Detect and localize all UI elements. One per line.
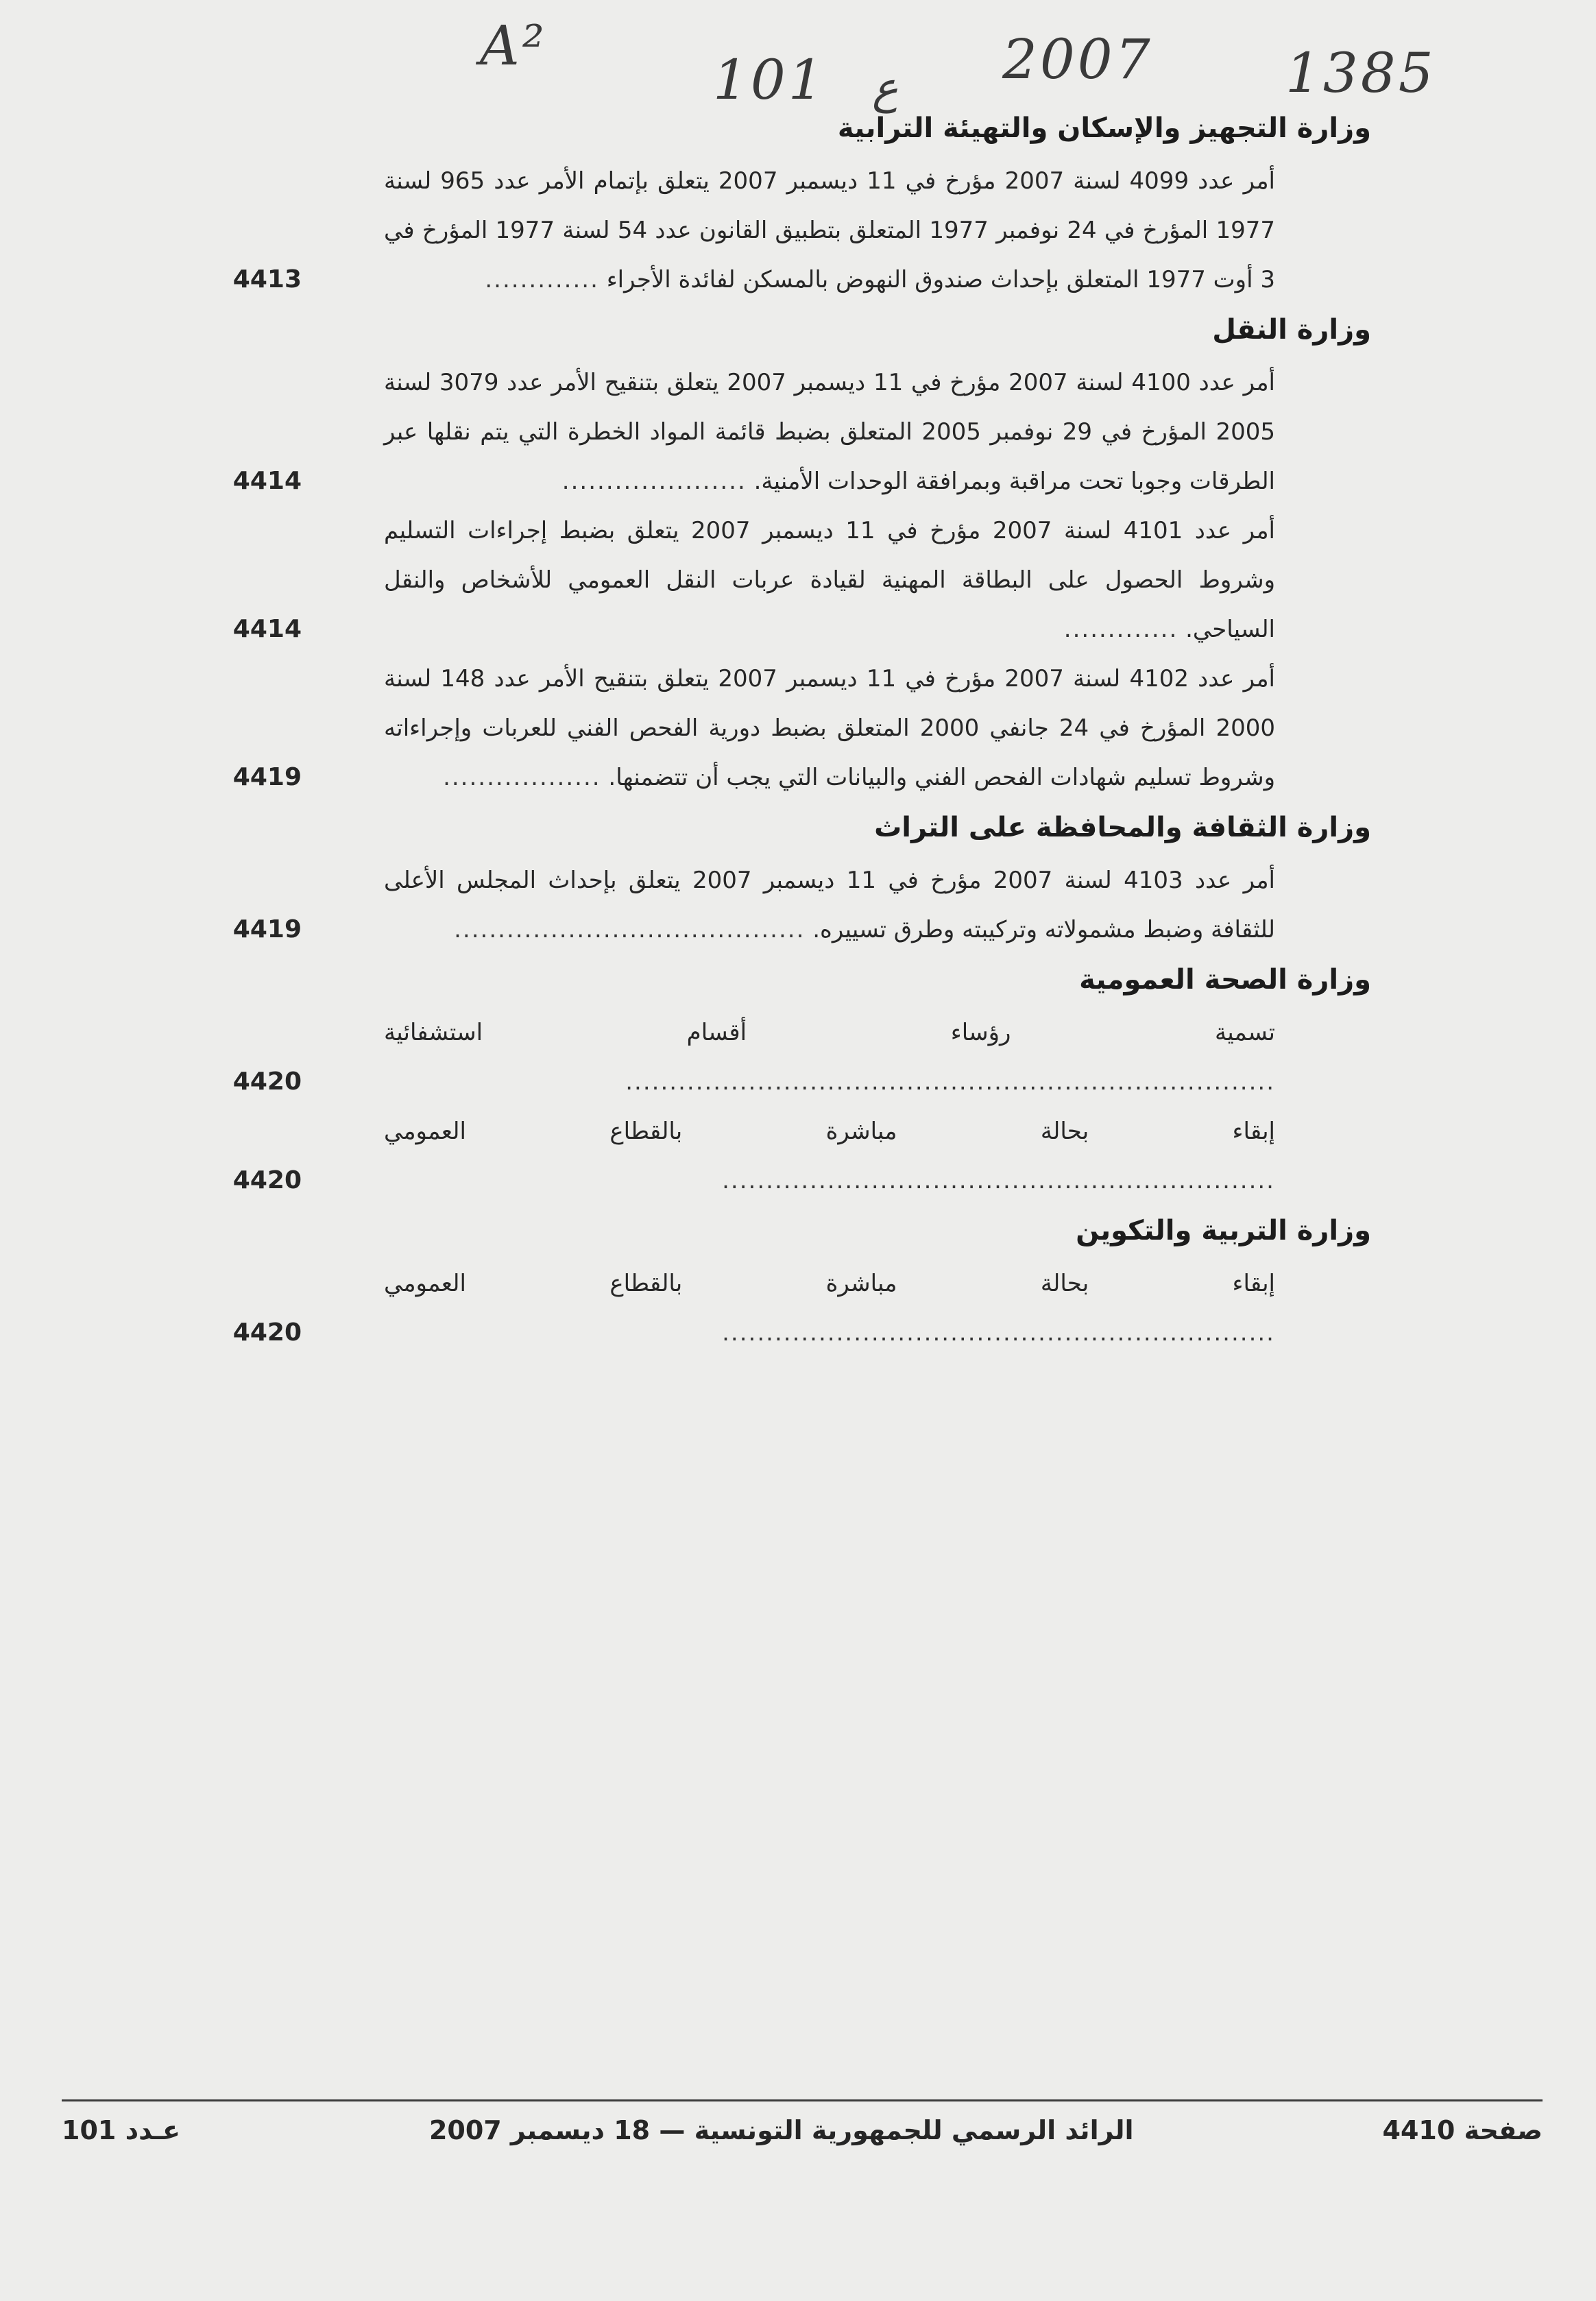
dot-leader: ............................................................... <box>722 1167 1275 1194</box>
handwritten-annotation: 101 <box>713 48 826 112</box>
toc-entry[interactable] <box>206 1107 1371 1205</box>
dot-leader: ............................................................... <box>722 1319 1275 1347</box>
entry-text: أمر عدد 4103 لسنة 2007 مؤرخ في 11 ديسمبر 2007 يتعلق بإحداث المجلس الأعلى للثقافة وضبط مشمولاته وتركيبته وطرق تسييره. <box>384 867 1276 943</box>
toc-entry[interactable] <box>206 654 1371 802</box>
ministry-section <box>206 314 1371 802</box>
entry-text: أمر عدد 4101 لسنة 2007 مؤرخ في 11 ديسمبر 2007 يتعلق بضبط إجراءات التسليم وشروط الحصول على البطاقة المهنية لقيادة عربات النقل العمومي للأشخاص والنقل السياحي. <box>384 517 1275 643</box>
ministry-heading: وزارة النقل <box>1212 314 1371 346</box>
page-number: 4414 <box>232 615 302 643</box>
toc-entry[interactable] <box>206 358 1371 506</box>
entry-text: إبقاء بحالة مباشرة بالقطاع العمومي <box>384 1118 1275 1145</box>
page-number: 4414 <box>232 467 302 495</box>
dot-leader: ..................... <box>561 468 747 495</box>
page-number: 4419 <box>232 915 302 943</box>
page-number: 4419 <box>232 763 302 791</box>
handwritten-annotation: 1385 <box>1285 41 1436 105</box>
ministry-heading: وزارة الصحة العمومية <box>1079 964 1371 996</box>
footer-page-label: صفحة 4410 <box>1382 2115 1543 2145</box>
toc-entry[interactable] <box>206 1259 1371 1358</box>
page-footer <box>62 2099 1543 2145</box>
handwritten-annotation: A² <box>480 14 547 77</box>
ministry-section <box>206 964 1371 1205</box>
dot-leader: ........................................ <box>454 916 806 943</box>
toc-entry[interactable] <box>206 1008 1371 1107</box>
footer-issue-number: عـدد 101 <box>62 2115 180 2145</box>
toc-entry[interactable] <box>206 506 1371 654</box>
entry-text: تسمية رؤساء أقسام استشفائية <box>384 1019 1275 1046</box>
handwritten-annotation: ع <box>872 63 899 114</box>
ministry-section <box>206 112 1371 304</box>
ministry-heading: وزارة الثقافة والمحافظة على التراث <box>874 812 1371 843</box>
entry-text: أمر عدد 4099 لسنة 2007 مؤرخ في 11 ديسمبر 2007 يتعلق بإتمام الأمر عدد 965 لسنة 1977 المؤرخ في 24 نوفمبر 1977 المتعلق بتطبيق القانون عدد 54 لسنة 1977 المؤرخ في 3 أوت 1977 المتعلق بإحداث صندوق النهوض بالمسكن لفائدة الأجراء <box>384 167 1275 293</box>
ministry-heading: وزارة التجهيز والإسكان والتهيئة الترابية <box>837 112 1371 144</box>
toc-entry[interactable] <box>206 156 1371 304</box>
page-number: 4413 <box>232 265 302 293</box>
page-number: 4420 <box>232 1068 302 1096</box>
entry-text: أمر عدد 4102 لسنة 2007 مؤرخ في 11 ديسمبر 2007 يتعلق بتنقيح الأمر عدد 148 لسنة 2000 المؤرخ في 24 جانفي 2000 المتعلق بضبط دورية الفحص الفني للعربات وإجراءاته وشروط تسليم شهادات الفحص الفني والبيانات التي يجب أن تتضمنها. <box>384 665 1276 791</box>
dot-leader: ............. <box>485 266 599 293</box>
entry-text: إبقاء بحالة مباشرة بالقطاع العمومي <box>384 1270 1275 1297</box>
dot-leader: .......................................................................... <box>625 1068 1275 1096</box>
page-number: 4420 <box>232 1318 302 1347</box>
footer-journal-title: الرائد الرسمي للجمهورية التونسية — 18 ديسمبر 2007 <box>428 2115 1134 2145</box>
handwritten-annotation: 2007 <box>1002 27 1153 91</box>
ministry-section <box>206 812 1371 954</box>
ministry-heading: وزارة التربية والتكوين <box>1076 1215 1371 1246</box>
dot-leader: ............. <box>1063 616 1178 643</box>
page-number: 4420 <box>232 1166 302 1194</box>
ministry-section <box>206 1215 1371 1358</box>
toc-entry[interactable] <box>206 856 1371 954</box>
entry-text: أمر عدد 4100 لسنة 2007 مؤرخ في 11 ديسمبر 2007 يتعلق بتنقيح الأمر عدد 3079 لسنة 2005 المؤرخ في 29 نوفمبر 2005 المتعلق بضبط قائمة المواد الخطرة التي يتم نقلها عبر الطرقات وجوبا تحت مراقبة وبمرافقة الوحدات الأمنية. <box>384 369 1275 495</box>
dot-leader: .................. <box>443 764 601 791</box>
table-of-contents <box>206 103 1371 1358</box>
